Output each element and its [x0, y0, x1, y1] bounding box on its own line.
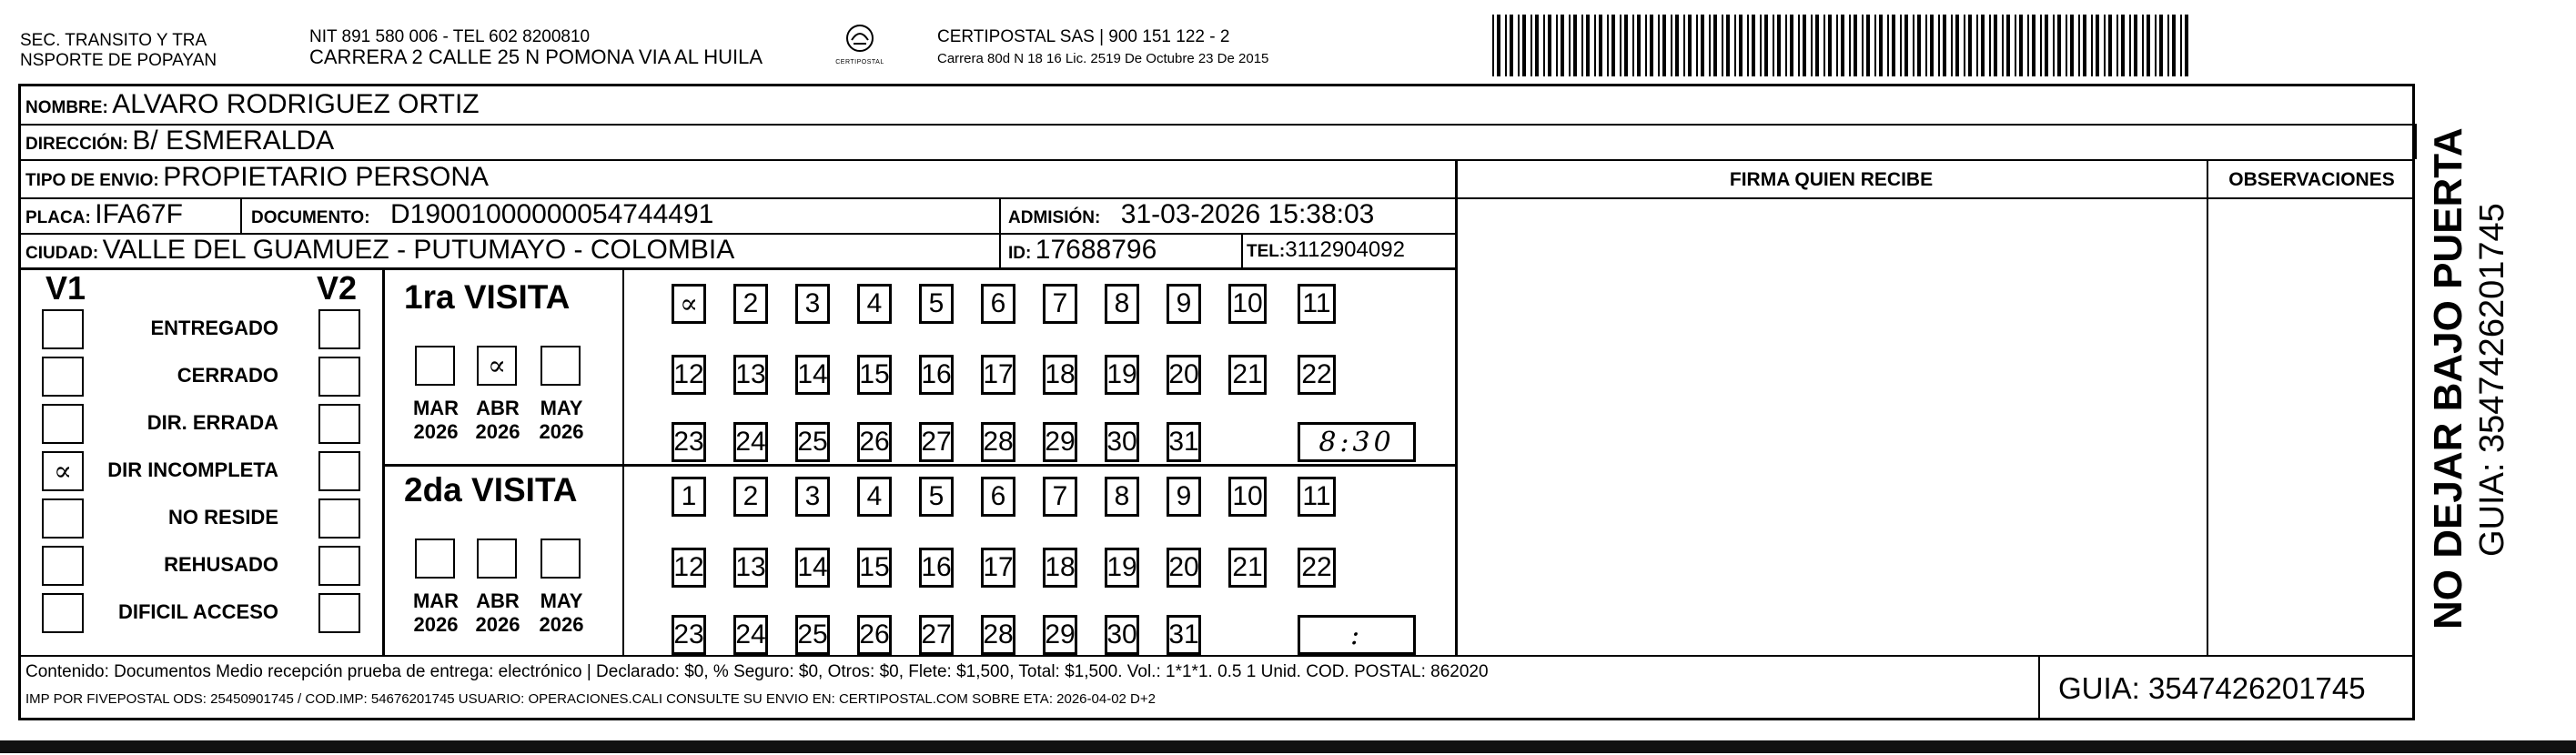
barcode-bar	[1849, 15, 1851, 76]
barcode-bar	[1887, 15, 1889, 76]
barcode-bar	[1981, 15, 1985, 76]
barcode-bar	[2002, 15, 2004, 76]
v2-checkbox[interactable]	[318, 593, 360, 633]
nombre-value: ALVARO RODRIGUEZ ORTIZ	[112, 89, 480, 119]
day-box[interactable]: 12	[672, 548, 706, 588]
day-box[interactable]: 3	[795, 284, 830, 324]
day-box[interactable]: 22	[1298, 355, 1336, 395]
visit2-title: 2da VISITA	[404, 471, 578, 508]
barcode-bar	[1675, 15, 1679, 76]
barcode-bar	[1773, 15, 1774, 76]
observaciones-header: OBSERVACIONES	[2228, 169, 2395, 190]
ciudad-cell	[25, 235, 734, 266]
day-box[interactable]: 29	[1043, 615, 1077, 655]
logo-text: CERTIPOSTAL	[835, 59, 884, 65]
status-label: REHUSADO	[164, 553, 278, 576]
sender-line-1: SEC. TRANSITO Y TRA	[20, 31, 207, 50]
day-box[interactable]: 8	[1105, 284, 1139, 324]
barcode-bar	[1764, 15, 1768, 76]
barcode-bar	[1994, 15, 1997, 76]
barcode-bar	[1854, 15, 1857, 76]
barcode-bar	[1556, 15, 1558, 76]
barcode-bar	[1862, 15, 1864, 76]
barcode-bar	[1522, 15, 1526, 76]
barcode-bar	[1917, 15, 1921, 76]
barcode-bar	[1752, 15, 1755, 76]
v1-header: V1	[45, 269, 86, 307]
month-label: MAR	[412, 589, 460, 612]
company-info	[937, 27, 1268, 67]
status-label: DIR INCOMPLETA	[107, 458, 278, 481]
day-box[interactable]: 4	[857, 477, 892, 517]
barcode-bar	[2070, 15, 2074, 76]
day-box[interactable]: 19	[1105, 548, 1139, 588]
time-box[interactable]: 8:30	[1298, 422, 1416, 462]
barcode-bar	[2019, 15, 2023, 76]
day-box[interactable]: 15	[857, 548, 892, 588]
barcode-bar	[2053, 15, 2055, 76]
barcode-bar	[1713, 15, 1717, 76]
barcode-bar	[1548, 15, 1551, 76]
barcode-bar	[2040, 15, 2042, 76]
status-label: DIFICIL ACCESO	[117, 600, 278, 623]
day-box[interactable]: 17	[981, 355, 1015, 395]
barcode-bar	[2066, 15, 2067, 76]
barcode-bar	[1734, 15, 1736, 76]
day-box[interactable]: 13	[733, 548, 768, 588]
documento-label: DOCUMENTO:	[251, 208, 370, 227]
day-box[interactable]: 26	[857, 615, 892, 655]
day-box[interactable]: 7	[1043, 477, 1077, 517]
day-box[interactable]: 18	[1043, 548, 1077, 588]
day-box[interactable]: 25	[795, 615, 830, 655]
barcode-bar	[1594, 15, 1596, 76]
license-line: Carrera 80d N 18 16 Lic. 2519 De Octubre 23 De 2015	[937, 51, 1269, 66]
day-box[interactable]: 14	[795, 548, 830, 588]
day-box[interactable]: 8	[1105, 477, 1139, 517]
day-box[interactable]: 9	[1167, 284, 1201, 324]
barcode-bar	[1955, 15, 1959, 76]
v2-header: V2	[317, 269, 358, 307]
barcode-bar	[1841, 15, 1844, 76]
barcode-bar	[1701, 15, 1704, 76]
barcode-bar	[1671, 15, 1672, 76]
time-box[interactable]: :	[1298, 615, 1416, 655]
month-label: MAR	[412, 397, 460, 419]
tipo-row	[25, 162, 489, 193]
admision-cell	[1008, 199, 1374, 230]
v2-checkbox[interactable]	[318, 357, 360, 397]
day-box[interactable]: 20	[1167, 548, 1201, 588]
barcode-bar	[1683, 15, 1685, 76]
day-box[interactable]: 5	[919, 284, 954, 324]
month-checkbox[interactable]	[540, 539, 581, 579]
month-year: 2026	[539, 420, 584, 443]
barcode-bar	[2045, 15, 2048, 76]
v2-checkbox[interactable]	[318, 546, 360, 586]
v2-checkbox[interactable]	[318, 309, 360, 349]
day-box[interactable]: 10	[1228, 477, 1267, 517]
barcode-bar	[1726, 15, 1730, 76]
month-checkbox[interactable]	[415, 346, 455, 386]
barcode-bar	[1951, 15, 1953, 76]
barcode-bar	[1811, 15, 1813, 76]
placa-cell	[25, 199, 183, 230]
barcode-bar	[2078, 15, 2080, 76]
barcode-bar	[2057, 15, 2061, 76]
firma-header: FIRMA QUIEN RECIBE	[1729, 169, 1934, 190]
barcode-bar	[1543, 15, 1545, 76]
barcode-bar	[2167, 15, 2169, 76]
admision-label: ADMISIÓN:	[1008, 208, 1101, 227]
barcode-bar	[1535, 15, 1539, 76]
barcode-bar	[1803, 15, 1806, 76]
barcode-bar	[1530, 15, 1532, 76]
barcode-bar	[1505, 15, 1507, 76]
month-checkbox[interactable]	[477, 539, 517, 579]
v2-checkbox[interactable]	[318, 498, 360, 539]
tel-cell	[1247, 237, 1405, 263]
day-box[interactable]: 5	[919, 477, 954, 517]
month-label: ABR	[476, 397, 520, 419]
sender-contact	[309, 27, 763, 67]
barcode-bar	[1836, 15, 1838, 76]
day-box[interactable]: 2	[733, 477, 768, 517]
tel-label: TEL:	[1247, 242, 1286, 261]
barcode-bar	[1760, 15, 1762, 76]
day-box[interactable]: 2	[733, 284, 768, 324]
footer-guia: GUIA: 3547426201745	[2058, 671, 2366, 705]
day-box[interactable]: 28	[981, 422, 1015, 462]
barcode-bar	[2159, 15, 2163, 76]
barcode-bar	[1938, 15, 1940, 76]
day-box[interactable]: 15	[857, 355, 892, 395]
day-box[interactable]: 12	[672, 355, 706, 395]
barcode-bar	[1586, 15, 1590, 76]
barcode-bar	[1688, 15, 1692, 76]
month-checkbox[interactable]	[540, 346, 581, 386]
placa-label: PLACA:	[25, 208, 91, 227]
direccion-value: B/ ESMERALDA	[132, 126, 335, 156]
logo-icon	[819, 22, 901, 58]
day-box[interactable]: 16	[919, 355, 954, 395]
sender-line-2: NSPORTE DE POPAYAN	[20, 51, 217, 70]
day-box[interactable]: 30	[1105, 422, 1139, 462]
day-box[interactable]: 31	[1167, 615, 1201, 655]
barcode-bar	[1650, 15, 1653, 76]
day-box[interactable]: 18	[1043, 355, 1077, 395]
barcode-bar	[1943, 15, 1946, 76]
barcode-bar	[1569, 15, 1571, 76]
barcode-bar	[1561, 15, 1564, 76]
barcode-bar	[2104, 15, 2106, 76]
day-box[interactable]: 6	[981, 284, 1015, 324]
barcode-bar	[2172, 15, 2176, 76]
month-year: 2026	[475, 613, 520, 636]
certipostal-logo	[819, 22, 901, 76]
barcode-bar	[1747, 15, 1749, 76]
day-box[interactable]: 11	[1298, 477, 1336, 517]
day-box[interactable]: 25	[795, 422, 830, 462]
barcode-bar	[2096, 15, 2099, 76]
barcode-bar	[1790, 15, 1793, 76]
barcode-bar	[1581, 15, 1583, 76]
barcode-bar	[1989, 15, 1991, 76]
barcode-bar	[1637, 15, 1641, 76]
barcode-bar	[2027, 15, 2029, 76]
day-box[interactable]: 1	[672, 477, 706, 517]
barcode-bar	[1874, 15, 1876, 76]
barcode-bar	[1632, 15, 1634, 76]
barcode-bar	[2155, 15, 2157, 76]
day-box[interactable]: 21	[1228, 548, 1267, 588]
status-label: DIR. ERRADA	[146, 411, 278, 434]
barcode-bar	[1497, 15, 1500, 76]
barcode-bar	[1777, 15, 1781, 76]
tipo-label: TIPO DE ENVIO:	[25, 171, 159, 190]
barcode-bar	[2083, 15, 2086, 76]
barcode-bar	[1892, 15, 1895, 76]
barcode-bar	[1930, 15, 1934, 76]
barcode-bar	[2006, 15, 2010, 76]
month-checkbox[interactable]	[415, 539, 455, 579]
id-cell	[1008, 235, 1157, 266]
status-label: NO RESIDE	[167, 506, 278, 528]
day-box[interactable]: 9	[1167, 477, 1201, 517]
barcode-bar	[1925, 15, 1927, 76]
month-label: ABR	[476, 589, 520, 612]
day-box[interactable]: 19	[1105, 355, 1139, 395]
day-box[interactable]: ∝	[672, 284, 706, 324]
barcode-bar	[1722, 15, 1723, 76]
barcode-bar	[1624, 15, 1628, 76]
month-year: 2026	[475, 420, 520, 443]
bottom-edge	[0, 740, 2576, 753]
barcode-bar	[1709, 15, 1711, 76]
day-box[interactable]: 11	[1298, 284, 1336, 324]
barcode-bar	[1662, 15, 1666, 76]
address-line: CARRERA 2 CALLE 25 N POMONA VIA AL HUILA	[309, 45, 763, 68]
day-box[interactable]: 27	[919, 615, 954, 655]
v2-checkbox[interactable]	[318, 404, 360, 444]
day-box[interactable]: 23	[672, 422, 706, 462]
barcode-bar	[2116, 15, 2118, 76]
barcode-bar	[1518, 15, 1520, 76]
barcode-bar	[1611, 15, 1615, 76]
month-label: MAY	[540, 397, 583, 419]
barcode-bar	[2129, 15, 2131, 76]
day-box[interactable]: 30	[1105, 615, 1139, 655]
id-label: ID:	[1008, 244, 1032, 263]
barcode-bar	[1599, 15, 1602, 76]
barcode-bar	[1798, 15, 1800, 76]
day-box[interactable]: 28	[981, 615, 1015, 655]
barcode-bar	[1620, 15, 1621, 76]
barcode-bar	[1739, 15, 1743, 76]
day-box[interactable]: 3	[795, 477, 830, 517]
direccion-row	[25, 126, 334, 156]
direccion-label: DIRECCIÓN:	[25, 135, 128, 154]
barcode-bar	[1913, 15, 1914, 76]
barcode-bar	[1658, 15, 1660, 76]
barcode-bar	[2185, 15, 2188, 76]
day-box[interactable]: 21	[1228, 355, 1267, 395]
barcode-bar	[1785, 15, 1787, 76]
day-box[interactable]: 23	[672, 615, 706, 655]
barcode-bar	[1866, 15, 1870, 76]
barcode-bar	[2180, 15, 2182, 76]
imp-line: IMP POR FIVEPOSTAL ODS: 25450901745 / COD.IMP: 54676201745 USUARIO: OPERACIONES.CALI CONSULTE SU ENVIO EN: CERTIPOSTAL.COM SOBRE ETA: 2026-04-02 D+2	[25, 691, 1156, 707]
day-box[interactable]: 16	[919, 548, 954, 588]
content-line: Contenido: Documentos Medio recepción prueba de entrega: electrónico | Declarado: $0, % Seguro: $0, Otros: $0, Flete: $1,500, Total: $1,500. Vol.: 1*1*1. 0.5 1 Unid. COD. POSTAL: 862020	[25, 662, 1489, 681]
v2-checkbox[interactable]	[318, 451, 360, 491]
ciudad-value: VALLE DEL GUAMUEZ - PUTUMAYO - COLOMBIA	[102, 235, 735, 265]
side-guia: GUIA: 3547426201745	[2473, 203, 2511, 557]
documento-value: D19001000000054744491	[390, 199, 714, 229]
day-box[interactable]: 14	[795, 355, 830, 395]
nombre-row	[25, 89, 480, 120]
day-box[interactable]: 7	[1043, 284, 1077, 324]
barcode-bar	[2134, 15, 2137, 76]
barcode	[1492, 0, 2202, 82]
barcode-bar	[2142, 15, 2144, 76]
barcode-bar	[1900, 15, 1902, 76]
day-box[interactable]: 22	[1298, 548, 1336, 588]
barcode-bar	[1823, 15, 1825, 76]
barcode-bar	[1904, 15, 1908, 76]
day-box[interactable]: 29	[1043, 422, 1077, 462]
documento-cell	[251, 199, 713, 230]
barcode-bar	[2147, 15, 2150, 76]
month-year: 2026	[413, 420, 459, 443]
day-box[interactable]: 13	[733, 355, 768, 395]
month-year: 2026	[413, 613, 459, 636]
nombre-label: NOMBRE:	[25, 98, 108, 117]
sender-name	[20, 31, 217, 71]
barcode-bar	[1492, 15, 1494, 76]
barcode-bar	[2015, 15, 2016, 76]
barcode-bar	[1968, 15, 1972, 76]
barcode-bar	[2108, 15, 2112, 76]
no-dejar-warning: NO DEJAR BAJO PUERTA	[2426, 127, 2470, 629]
day-box[interactable]: 10	[1228, 284, 1267, 324]
barcode-bar	[1696, 15, 1698, 76]
tel-value: 3112904092	[1285, 237, 1405, 262]
status-label: CERRADO	[177, 364, 278, 387]
month-checkbox[interactable]: ∝	[477, 346, 517, 386]
barcode-bar	[2032, 15, 2036, 76]
day-box[interactable]: 26	[857, 422, 892, 462]
day-box[interactable]: 24	[733, 615, 768, 655]
barcode-bar	[1828, 15, 1832, 76]
day-box[interactable]: 31	[1167, 422, 1201, 462]
day-box[interactable]: 20	[1167, 355, 1201, 395]
visit1-title: 1ra VISITA	[404, 278, 571, 316]
v1-checkbox[interactable]: ∝	[42, 451, 84, 491]
month-label: MAY	[540, 589, 583, 612]
barcode-bar	[1976, 15, 1978, 76]
placa-value: IFA67F	[95, 199, 183, 229]
barcode-bar	[2091, 15, 2093, 76]
barcode-bar	[1879, 15, 1883, 76]
admision-value: 31-03-2026 15:38:03	[1120, 199, 1375, 229]
day-box[interactable]: 17	[981, 548, 1015, 588]
barcode-bar	[1645, 15, 1647, 76]
day-box[interactable]: 4	[857, 284, 892, 324]
company-line: CERTIPOSTAL SAS | 900 151 122 - 2	[937, 27, 1230, 46]
tipo-value: PROPIETARIO PERSONA	[163, 162, 490, 192]
barcode-bar	[1815, 15, 1819, 76]
barcode-bar	[2121, 15, 2125, 76]
barcode-bar	[1510, 15, 1513, 76]
ciudad-label: CIUDAD:	[25, 244, 99, 263]
day-box[interactable]: 6	[981, 477, 1015, 517]
month-year: 2026	[539, 613, 584, 636]
day-box[interactable]: 27	[919, 422, 954, 462]
barcode-bar	[1964, 15, 1965, 76]
barcode-bar	[1573, 15, 1577, 76]
nit-line: NIT 891 580 006 - TEL 602 8200810	[309, 27, 591, 46]
barcode-bar	[1607, 15, 1609, 76]
status-label: ENTREGADO	[150, 317, 278, 339]
id-value: 17688796	[1035, 235, 1157, 265]
day-box[interactable]: 24	[733, 422, 768, 462]
